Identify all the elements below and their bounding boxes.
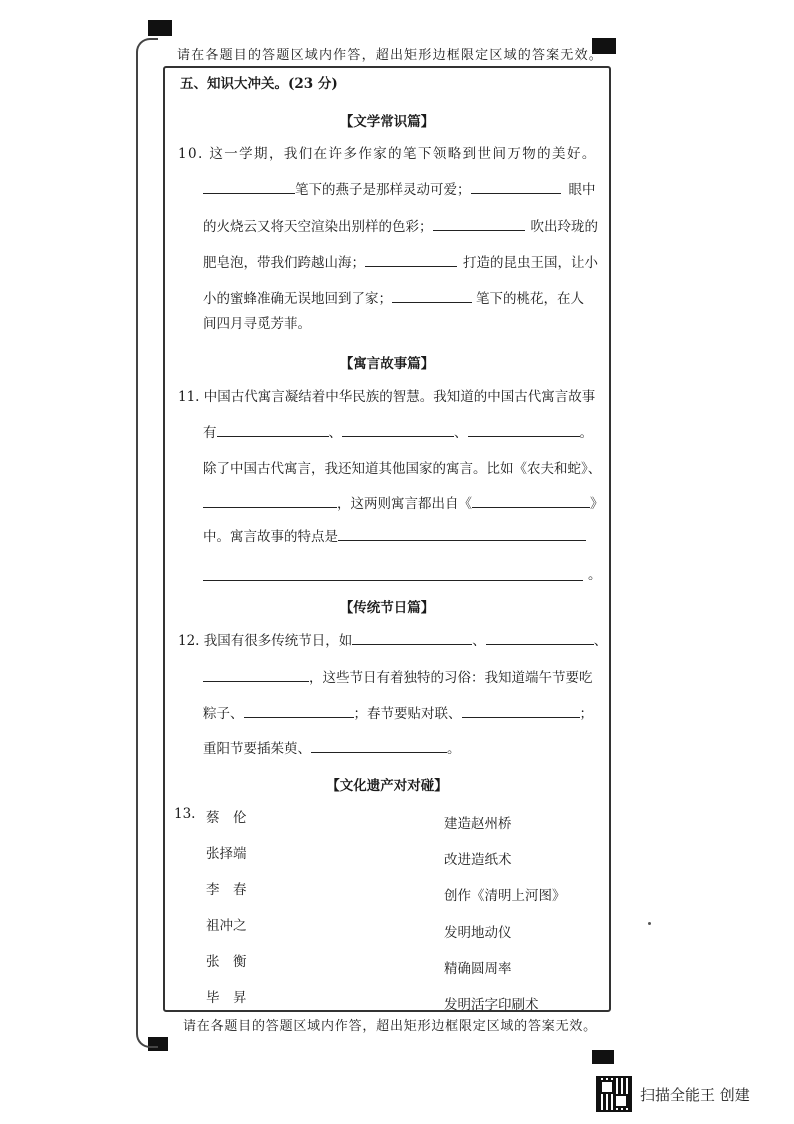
registration-mark-bottom-right xyxy=(592,1050,614,1064)
q13-achievement[interactable]: 发明地动仪 xyxy=(444,925,512,941)
q10-line3: 的火烧云又将天空渲染出别样的色彩； 吹出玲珑的 xyxy=(203,219,598,235)
q11-blank-4[interactable] xyxy=(203,494,337,508)
q10-blank-2[interactable] xyxy=(471,180,561,194)
q13-achievement[interactable]: 建造赵州桥 xyxy=(444,816,512,832)
q13-person[interactable]: 张择端 xyxy=(206,846,247,862)
q10-blank-5[interactable] xyxy=(392,289,472,303)
q12-line1: 12. 我国有很多传统节日，如 、 、 xyxy=(178,633,608,649)
q10-blank-1[interactable] xyxy=(203,180,295,194)
q12-blank-5[interactable] xyxy=(462,704,580,718)
answer-area-notice-bottom: 请在各题目的答题区域内作答，超出矩形边框限定区域的答案无效。 xyxy=(182,1019,597,1034)
q12-blank-6[interactable] xyxy=(311,739,447,753)
q12-line4: 重阳节要插茱萸、 。 xyxy=(203,741,461,757)
q13-number: 13. xyxy=(174,806,196,822)
q10-blank-3[interactable] xyxy=(433,217,525,231)
q11-blank-1[interactable] xyxy=(217,423,329,437)
registration-mark-top-left xyxy=(148,20,172,36)
q11-blank-6[interactable] xyxy=(338,527,586,541)
q12-blank-2[interactable] xyxy=(486,631,594,645)
q11-line5: 中。寓言故事的特点是 xyxy=(203,527,586,546)
q13-person[interactable]: 蔡 伦 xyxy=(206,810,247,826)
q13-achievement[interactable]: 发明活字印刷术 xyxy=(444,997,539,1013)
q12-line2: ，这些节日有着独特的习俗：我知道端午节要吃 xyxy=(203,668,593,687)
q11-answer-line[interactable] xyxy=(203,580,583,581)
q11-blank-2[interactable] xyxy=(342,423,454,437)
heading-festivals: 【传统节日篇】 xyxy=(339,600,435,616)
q11-line4: ，这两则寓言都出自《 》 xyxy=(203,494,604,513)
q10-line2: 笔下的燕子是那样灵动可爱； 眼中 xyxy=(203,180,596,199)
q12-line3: 粽子、 ；春节要贴对联、 ； xyxy=(203,706,593,722)
q13-achievement[interactable]: 精确圆周率 xyxy=(444,961,512,977)
q11-prompt: 11. 中国古代寓言凝结着中华民族的智慧。我知道的中国古代寓言故事 xyxy=(178,389,596,405)
q10-prompt: 10. 这一学期，我们在许多作家的笔下领略到世间万物的美好。 xyxy=(178,146,597,162)
q13-person[interactable]: 李 春 xyxy=(206,882,247,898)
q13-person[interactable]: 张 衡 xyxy=(206,954,247,970)
q12-blank-4[interactable] xyxy=(244,704,354,718)
q11-line3: 除了中国古代寓言，我还知道其他国家的寓言。比如《农夫和蛇》、 xyxy=(203,461,602,477)
q13-achievement[interactable]: 改进造纸术 xyxy=(444,852,512,868)
q10-line5: 小的蜜蜂准确无误地回到了家； 笔下的桃花，在人 xyxy=(203,291,584,307)
scanner-brand-text: 扫描全能王 创建 xyxy=(640,1085,750,1104)
q10-blank-4[interactable] xyxy=(365,253,457,267)
answer-area-notice-top: 请在各题目的答题区域内作答，超出矩形边框限定区域的答案无效。 xyxy=(176,48,603,63)
q10-line6: 间四月寻觅芳菲。 xyxy=(203,316,311,332)
q11-period: 。 xyxy=(588,567,602,583)
heading-fables: 【寓言故事篇】 xyxy=(339,356,435,372)
binding-bracket xyxy=(136,38,158,1048)
q10-line4: 肥皂泡，带我们跨越山海； 打造的昆虫王国，让小 xyxy=(203,255,598,271)
heading-heritage-match: 【文化遗产对对碰】 xyxy=(326,778,448,794)
heading-literature: 【文学常识篇】 xyxy=(339,114,435,130)
q11-line2: 有 、 、 。 xyxy=(203,425,593,441)
qr-code-icon xyxy=(596,1076,632,1112)
q13-person[interactable]: 毕 昇 xyxy=(206,990,247,1006)
q11-blank-5[interactable] xyxy=(472,494,590,508)
speck xyxy=(648,922,651,925)
q13-achievement[interactable]: 创作《清明上河图》 xyxy=(444,888,566,904)
q12-blank-1[interactable] xyxy=(352,631,472,645)
scanner-watermark xyxy=(596,1074,750,1114)
q12-blank-3[interactable] xyxy=(203,668,309,682)
q13-person[interactable]: 祖冲之 xyxy=(206,918,247,934)
section-title: 五、知识大冲关。(23 分) xyxy=(180,76,338,92)
q11-blank-3[interactable] xyxy=(468,423,580,437)
